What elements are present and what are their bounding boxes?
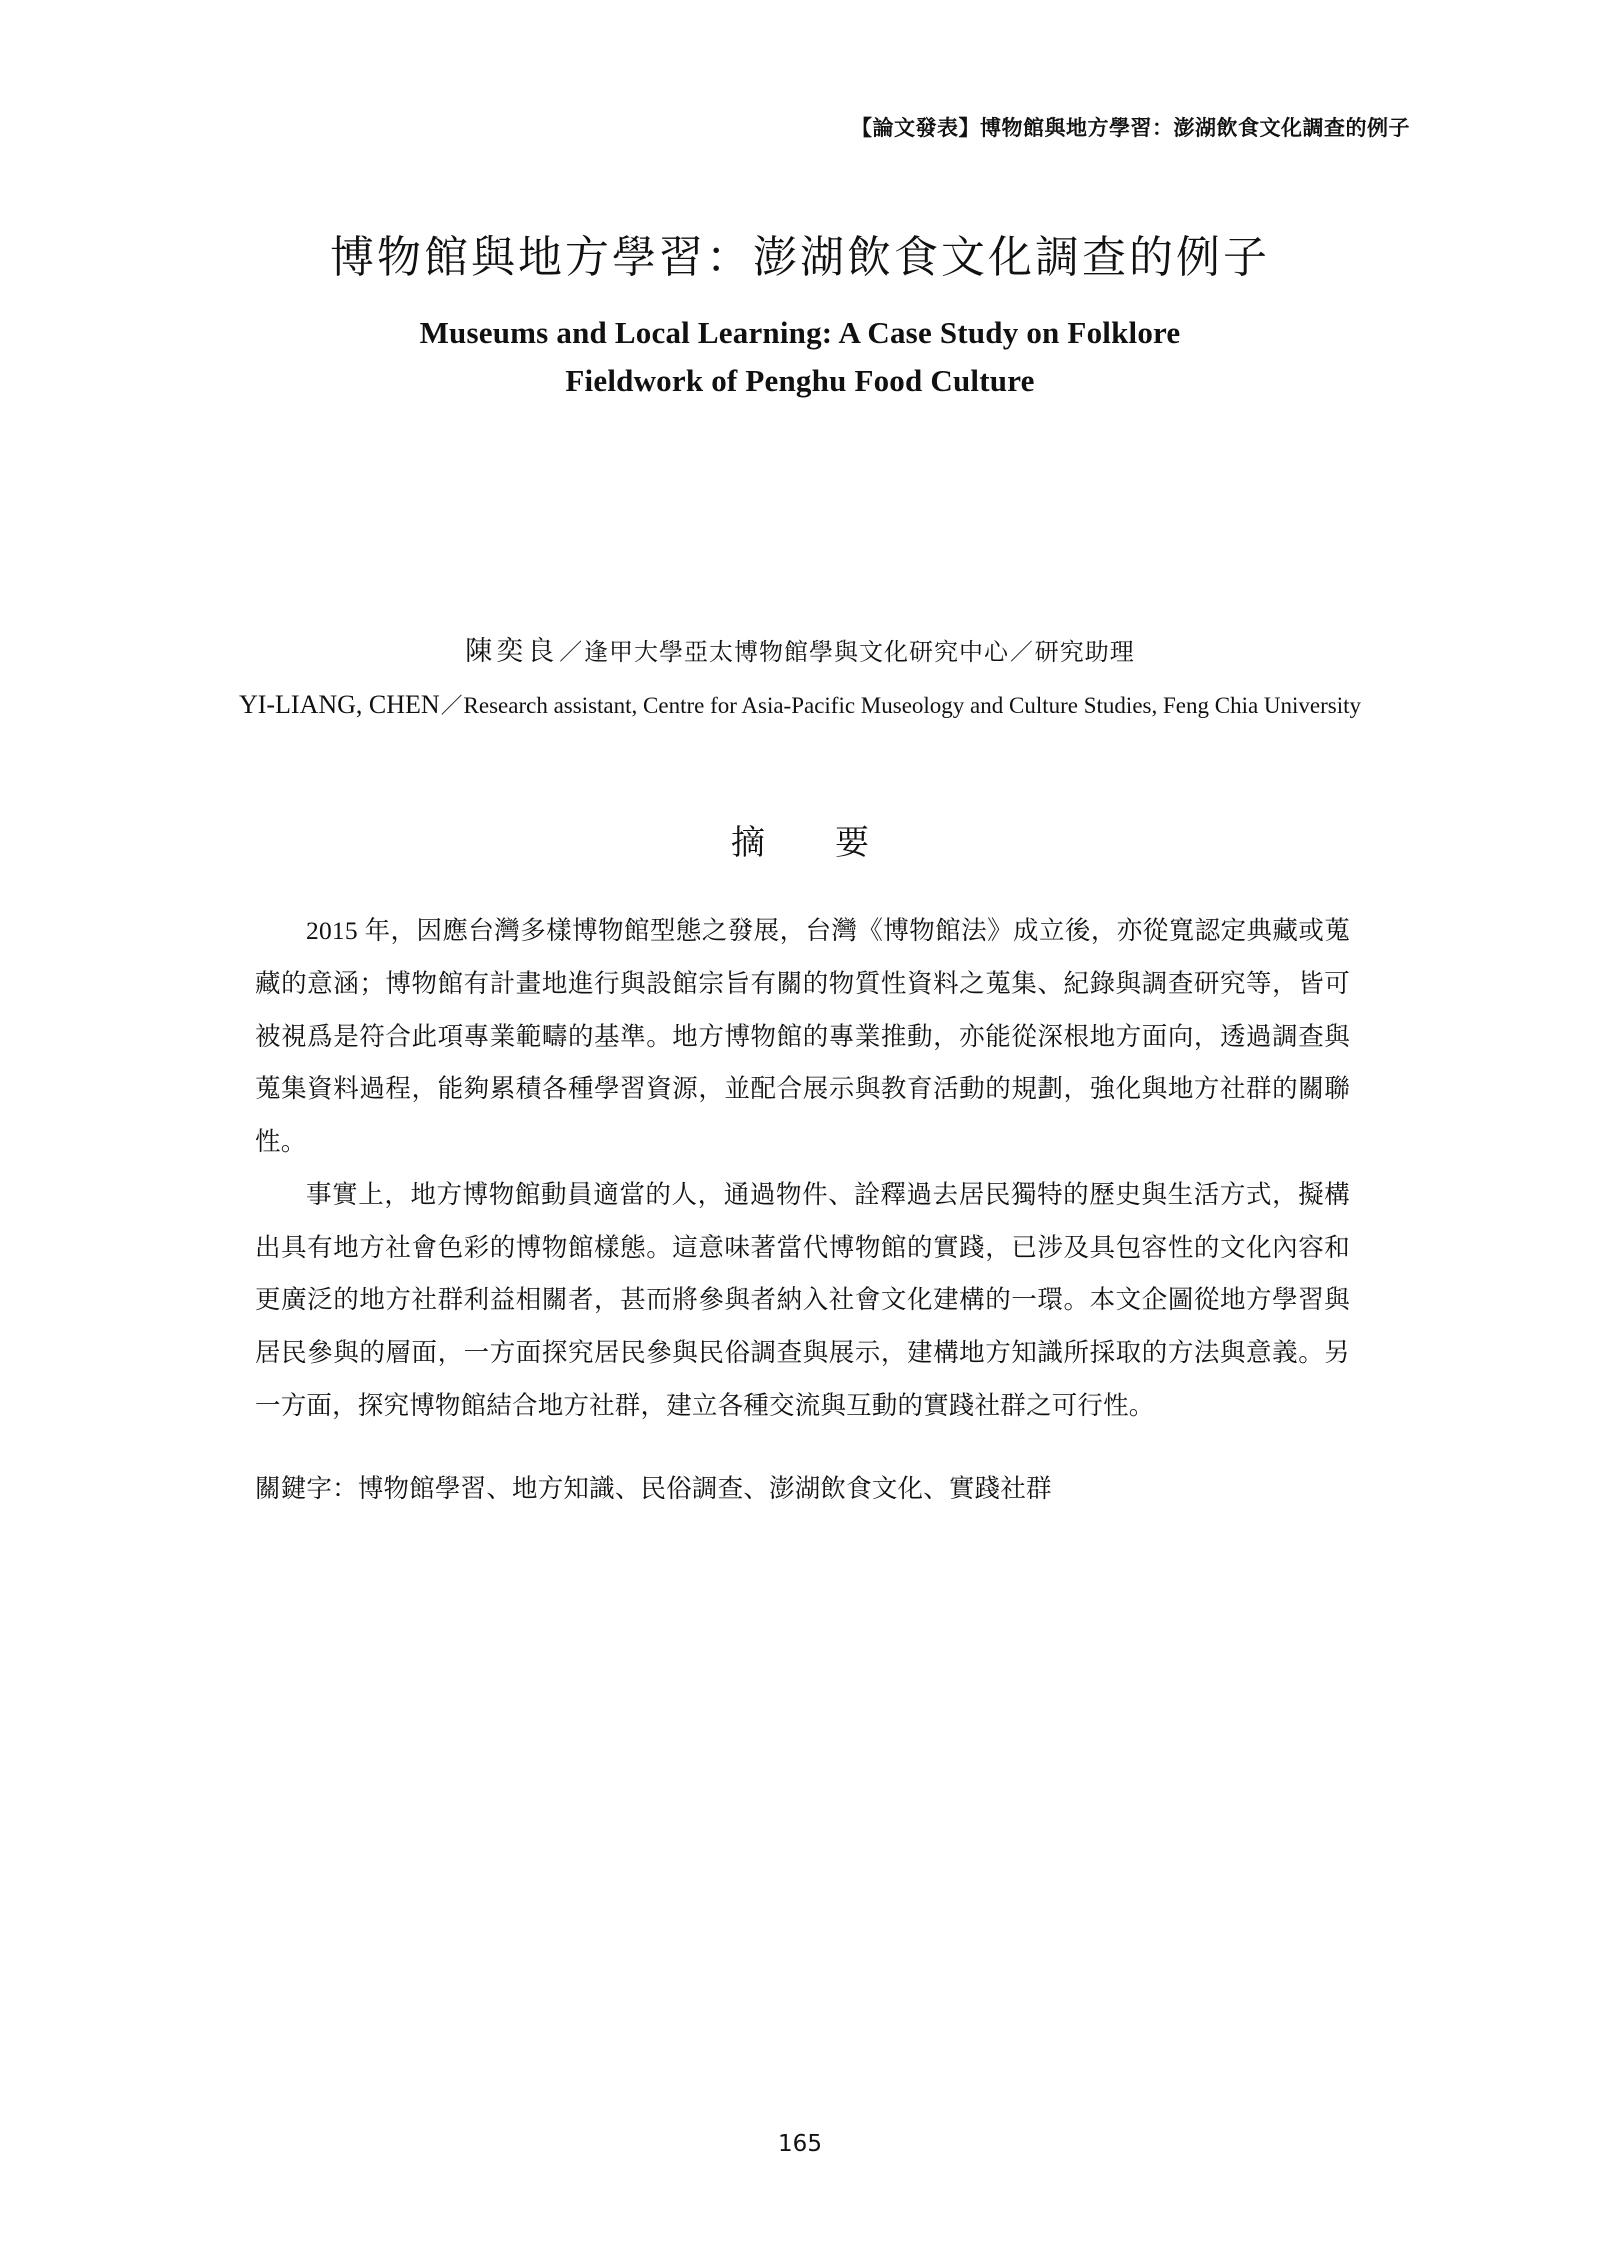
author-line-english [190,685,1410,724]
author-affiliation-english: Research assistant, Centre for Asia-Pacific Museology and Culture Studies, Feng Chia University [463,693,1362,719]
author-name-chinese: 陳奕良 [465,636,559,666]
abstract-body [255,905,1350,1433]
page-title-english-line2: Fieldwork of Penghu Food Culture [565,363,1035,399]
keywords-label: 關鍵字： [255,1474,358,1503]
keywords-line [255,1465,1395,1513]
running-header: 【論文發表】博物館與地方學習：澎湖飲食文化調查的例子 [851,116,1410,140]
page-title-english-line1: Museums and Local Learning: A Case Study on Folklore [419,315,1181,351]
page-title-english [260,309,1340,405]
author-affiliation-chinese: 逢甲大學亞太博物館學與文化研究中心 [584,640,1009,666]
author-role-chinese: 研究助理 [1034,640,1135,666]
abstract-paragraph-2: 事實上，地方博物館動員適當的人，通過物件、詮釋過去居民獨特的歷史與生活方式，擬構出具有地方社會色彩的博物館樣態。這意味著當代博物館的實踐，已涉及具包容性的文化內容和更廣泛的地方社群利益相關者，甚而將參與者納入社會文化建構的一環。本文企圖從地方學習與居民參與的層面，一方面探究居民參與民俗調查與展示，建構地方知識所採取的方法與意義。另一方面，探究博物館結合地方社群，建立各種交流與互動的實踐社群之可行性。 [255,1179,1350,1421]
page-number: 165 [778,2131,822,2157]
abstract-paragraph-1: 2015 年，因應台灣多樣博物館型態之發展，台灣《博物館法》成立後，亦從寬認定典藏或蒐藏的意涵；博物館有計畫地進行與設館宗旨有關的物質性資料之蒐集、紀錄與調查研究等，皆可被視爲是符合此項專業範疇的基準。地方博物館的專業推動，亦能從深根地方面向，透過調查與蒐集資料過程，能夠累積各種學習資源，並配合展示與教育活動的規劃，強化與地方社群的關聯性。 [255,916,1350,1157]
author-block [190,630,1410,724]
author-name-english: YI-LIANG, CHEN [238,690,440,720]
abstract-heading: 摘 要 [731,825,887,862]
keywords-value: 博物館學習、地方知識、民俗調查、澎湖飲食文化、實踐社群 [357,1474,1052,1503]
title-block [190,228,1410,405]
author-separator-1: ／ [559,640,583,665]
author-separator-2: ／ [1010,640,1034,665]
author-separator-3: ／ [440,694,463,719]
author-line-chinese [190,630,1410,673]
page-title-chinese: 博物館與地方學習：澎湖飲食文化調查的例子 [330,233,1270,282]
